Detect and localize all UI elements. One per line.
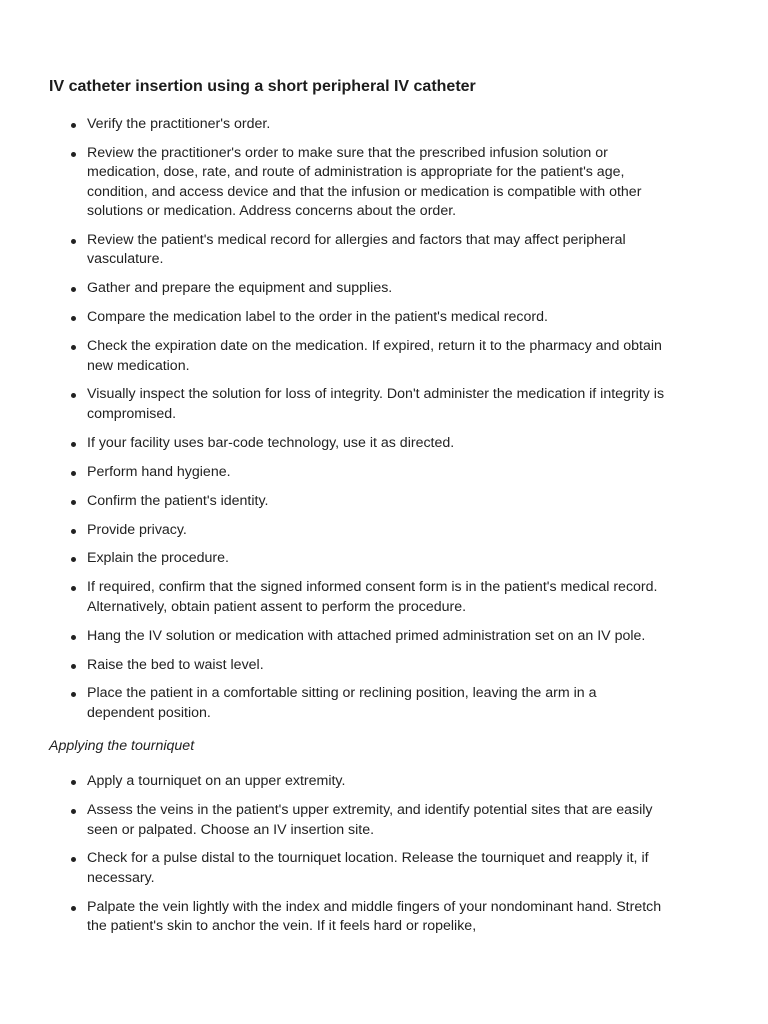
list-item: Hang the IV solution or medication with attached primed administration set on an IV pole. [49,627,667,646]
list-item: Explain the procedure. [49,549,667,568]
list-item: Check for a pulse distal to the tourniquet location. Release the tourniquet and reapply it, if necessary. [49,849,667,888]
list-item: Review the practitioner's order to make sure that the prescribed infusion solution or medication, dose, rate, and route of administration is appropriate for the patient's age, condition, and access device and that the infusion or medication is compatible with other solutions or medication. Address concerns about the order. [49,144,667,222]
list-item: Check the expiration date on the medication. If expired, return it to the pharmacy and obtain new medication. [49,337,667,376]
list-item: If your facility uses bar-code technology, use it as directed. [49,434,667,453]
list-item: Gather and prepare the equipment and supplies. [49,279,667,298]
list-item: Provide privacy. [49,521,667,540]
list-item: If required, confirm that the signed informed consent form is in the patient's medical record. Alternatively, obtain patient assent to perform the procedure. [49,578,667,617]
list-item: Assess the veins in the patient's upper extremity, and identify potential sites that are easily seen or palpated. Choose an IV insertion site. [49,801,667,840]
list-item: Compare the medication label to the order in the patient's medical record. [49,308,667,327]
list-item: Confirm the patient's identity. [49,492,667,511]
list-item: Verify the practitioner's order. [49,115,667,134]
list-item: Apply a tourniquet on an upper extremity. [49,772,667,791]
tourniquet-steps-list [49,772,728,936]
document-title: IV catheter insertion using a short peripheral IV catheter [49,78,476,95]
section-subheading: Applying the tourniquet [49,738,195,755]
list-item: Raise the bed to waist level. [49,656,667,675]
list-item: Visually inspect the solution for loss of integrity. Don't administer the medication if integrity is compromised. [49,385,667,424]
list-item: Place the patient in a comfortable sitting or reclining position, leaving the arm in a dependent position. [49,684,667,723]
list-item: Perform hand hygiene. [49,463,667,482]
list-item: Review the patient's medical record for allergies and factors that may affect peripheral vasculature. [49,231,667,270]
preparation-steps-list [49,115,728,723]
list-item: Palpate the vein lightly with the index and middle fingers of your nondominant hand. Stretch the patient's skin to anchor the vein. If it feels hard or ropelike, [49,898,667,937]
